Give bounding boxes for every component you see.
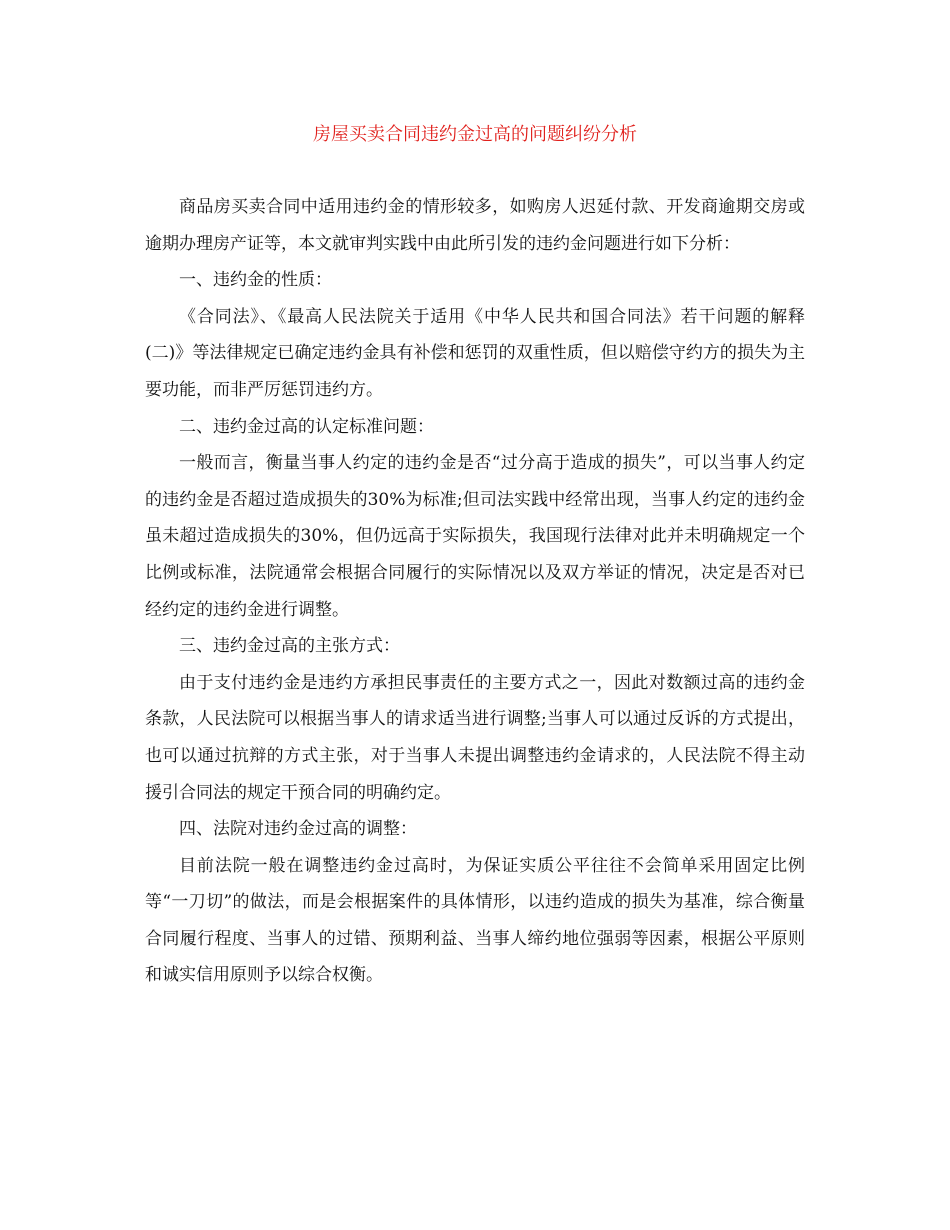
paragraph-section-1: 《合同法》、《最高人民法院关于适用《中华人民共和国合同法》若干问题的解释(二)》等法律规定已确定违约金具有补偿和惩罚的双重性质，但以赔偿守约方的损失为主要功能，而非严厉惩罚违约方。 [145, 306, 805, 400]
section-heading-3: 三、违约金过高的主张方式： [179, 636, 400, 657]
paragraph-intro: 商品房买卖合同中适用违约金的情形较多，如购房人迟延付款、开发商逾期交房或逾期办理房产证等，本文就审判实践中由此所引发的违约金问题进行如下分析： [145, 197, 805, 254]
paragraph-section-2: 一般而言，衡量当事人约定的违约金是否“过分高于造成的损失”，可以当事人约定的违约金是否超过造成损失的30%为标准;但司法实践中经常出现，当事人约定的违约金虽未超过造成损失的30%，但仍远高于实际损失，我国现行法律对此并未明确规定一个比例或标准，法院通常会根据合同履行的实际情况以及双方举证的情况，决定是否对已经约定的违约金进行调整。 [145, 453, 805, 620]
document-body [145, 189, 805, 994]
paragraph-section-4: 目前法院一般在调整违约金过高时，为保证实质公平往往不会简单采用固定比例等“一刀切”的做法，而是会根据案件的具体情形，以违约造成的损失为基准，综合衡量合同履行程度、当事人的过错、预期利益、当事人缔约地位强弱等因素，根据公平原则和诚实信用原则予以综合权衡。 [145, 855, 805, 986]
section-heading-1: 一、违约金的性质： [179, 270, 332, 291]
paragraph-section-3: 由于支付违约金是违约方承担民事责任的主要方式之一，因此对数额过高的违约金条款，人民法院可以根据当事人的请求适当进行调整;当事人可以通过反诉的方式提出，也可以通过抗辩的方式主张，对于当事人未提出调整违约金请求的，人民法院不得主动援引合同法的规定干预合同的明确约定。 [145, 672, 805, 803]
section-heading-2: 二、违约金过高的认定标准问题： [179, 416, 434, 437]
section-heading-4: 四、法院对违约金过高的调整： [179, 819, 417, 840]
document-title: 房屋买卖合同违约金过高的问题纠纷分析 [313, 124, 637, 145]
